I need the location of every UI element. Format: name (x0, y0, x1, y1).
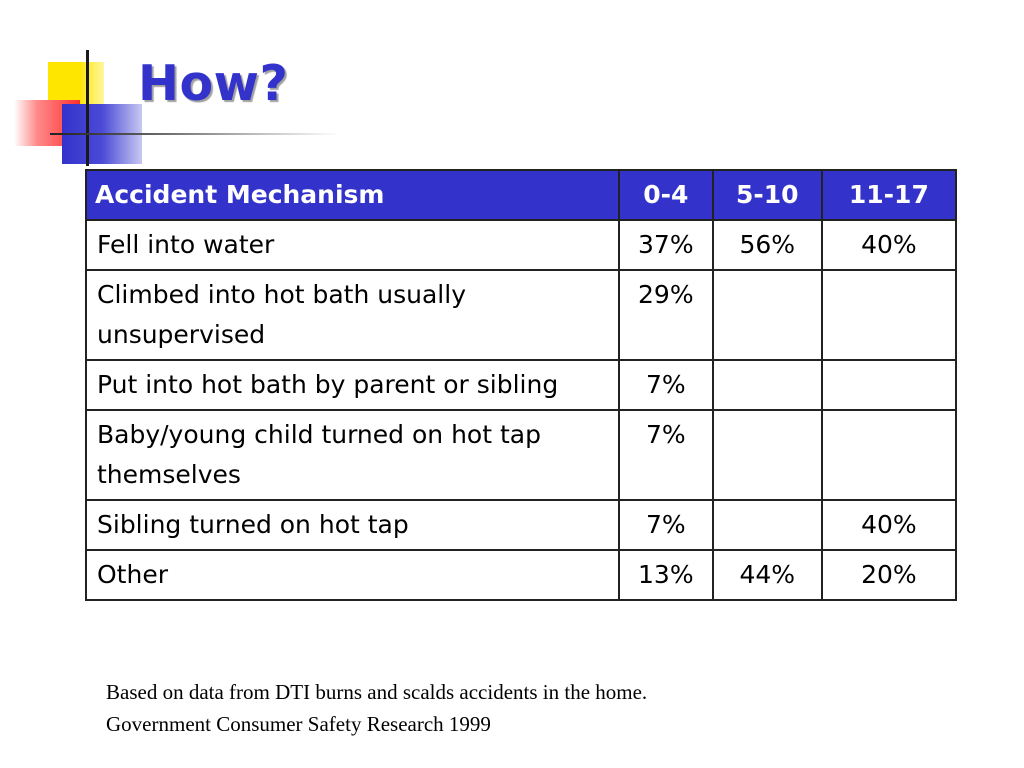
table-row (86, 270, 956, 360)
cell-age-5-10 (713, 360, 822, 410)
cell-age-11-17: 40% (822, 220, 956, 270)
cell-age-11-17 (822, 360, 956, 410)
cell-mechanism: Fell into water (86, 220, 619, 270)
cell-age-5-10: 56% (713, 220, 822, 270)
cell-age-5-10 (713, 410, 822, 500)
header-age-0-4: 0-4 (619, 170, 713, 220)
source-note (106, 676, 647, 740)
table-row (86, 410, 956, 500)
cell-age-0-4: 7% (619, 360, 713, 410)
cell-age-0-4: 7% (619, 500, 713, 550)
cell-mechanism: Climbed into hot bath usually unsupervised (86, 270, 619, 360)
decor-vertical-line (86, 50, 89, 166)
cell-age-0-4: 37% (619, 220, 713, 270)
cell-age-11-17 (822, 270, 956, 360)
cell-mechanism: Other (86, 550, 619, 600)
decor-horizontal-line (50, 133, 340, 135)
table-row (86, 220, 956, 270)
cell-age-11-17: 20% (822, 550, 956, 600)
accident-mechanism-table (85, 169, 957, 601)
cell-mechanism: Sibling turned on hot tap (86, 500, 619, 550)
table-header-row (86, 170, 956, 220)
cell-age-11-17: 40% (822, 500, 956, 550)
header-accident-mechanism: Accident Mechanism (86, 170, 619, 220)
table-row (86, 500, 956, 550)
cell-mechanism: Baby/young child turned on hot tap themselves (86, 410, 619, 500)
cell-mechanism: Put into hot bath by parent or sibling (86, 360, 619, 410)
header-age-5-10: 5-10 (713, 170, 822, 220)
cell-age-0-4: 13% (619, 550, 713, 600)
cell-age-11-17 (822, 410, 956, 500)
cell-age-0-4: 7% (619, 410, 713, 500)
slide-title: How? (138, 55, 289, 112)
table-row (86, 360, 956, 410)
source-line-1: Based on data from DTI burns and scalds accidents in the home. (106, 680, 648, 704)
header-age-11-17: 11-17 (822, 170, 956, 220)
cell-age-5-10 (713, 500, 822, 550)
table-row (86, 550, 956, 600)
cell-age-0-4: 29% (619, 270, 713, 360)
cell-age-5-10: 44% (713, 550, 822, 600)
source-line-2: Government Consumer Safety Research 1999 (106, 712, 491, 736)
cell-age-5-10 (713, 270, 822, 360)
